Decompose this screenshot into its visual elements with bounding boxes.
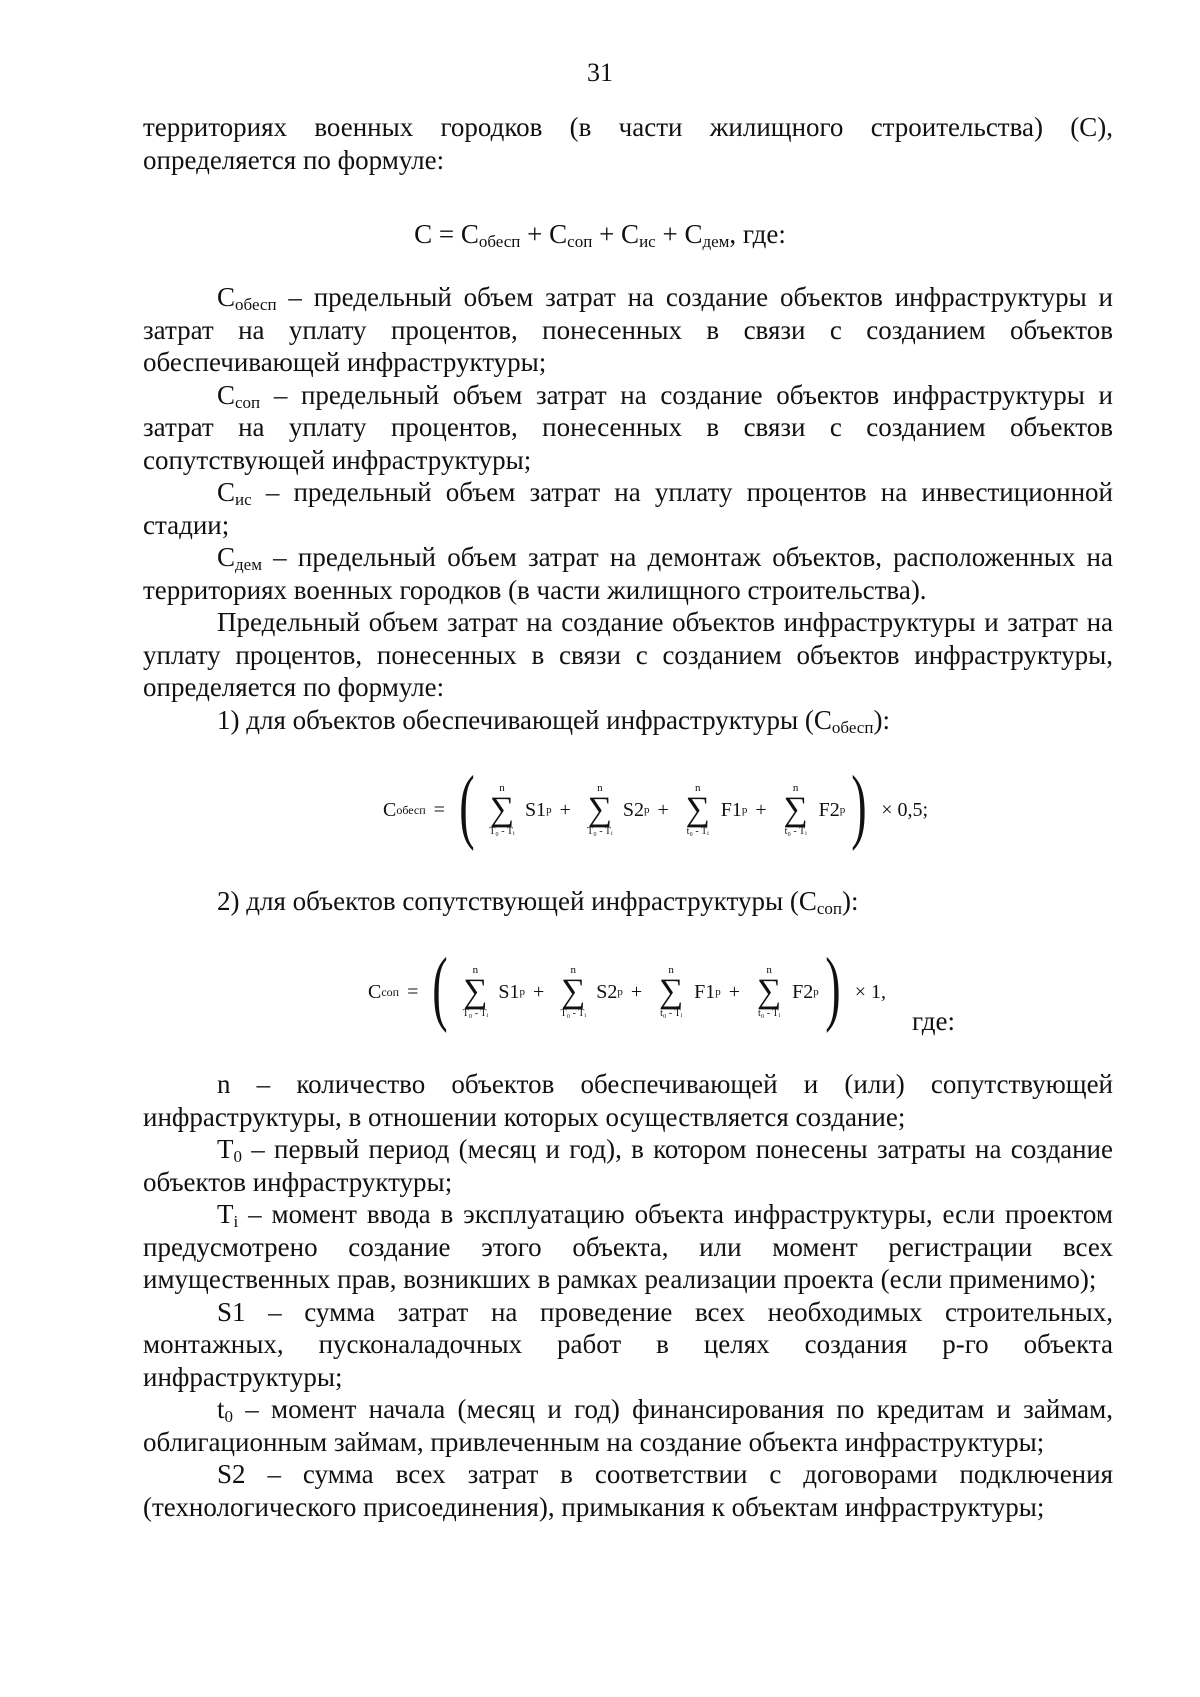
term-name: S1 [524, 798, 547, 821]
def-sub: дем [235, 555, 262, 574]
formula-op: + С [520, 219, 568, 249]
term-name: S2 [622, 798, 644, 821]
formula-1: С обесп = ( n ∑ T₀ - Tᵢ S1 p + n ∑ T₀ - Tᵢ S2 p + n ∑ t₀ - Tᵢ F1 p + n ∑ t₀ - Tᵢ F2 p ) × 0,5; [383, 759, 929, 852]
main-formula [0, 219, 1200, 250]
close-paren: ) [851, 759, 867, 852]
legend-symbol: t [217, 1394, 225, 1424]
legend-item [143, 1068, 1113, 1133]
legend-symbol: S1 [217, 1296, 246, 1327]
def-symbol: С [217, 477, 236, 507]
legend-text: – сумма всех затрат в соответствии с договорами подключения (технологического присоединения), примыкания к объектам инфраструктуры; [143, 1459, 1113, 1522]
legend-text: – сумма затрат на проведение всех необходимых строительных, монтажных, пусконаладочных работ в целях создания р-го объекта инфраструктуры; [143, 1296, 1113, 1392]
def-text: – предельный объем затрат на создание объектов инфраструктуры и затрат на уплату процентов, понесенных в связи с созданием объектов обеспечивающей инфраструктуры; [143, 282, 1113, 377]
def-symbol: С [217, 542, 236, 572]
sum-upper: n [695, 782, 701, 794]
formula-2: С соп = ( n ∑ T₀ - Tᵢ S1 p + n ∑ T₀ - Tᵢ S2 p + n ∑ t₀ - Tᵢ F1 p + n ∑ t₀ - Tᵢ F2 p ) × 1, [368, 941, 886, 1034]
term-name: F2 [818, 798, 840, 821]
legend-symbol: S2 [217, 1459, 246, 1489]
legend-sub: i [233, 1212, 239, 1231]
sum-lower: t₀ - Tᵢ [784, 826, 807, 837]
open-paren: ( [432, 941, 449, 1034]
legend-item [143, 1393, 1113, 1458]
plus-sign: + [657, 798, 669, 821]
item-sub: соп [816, 899, 843, 918]
formula-sub: соп [567, 232, 593, 251]
sum-sign [678, 782, 718, 838]
sum-upper: n [766, 964, 772, 976]
def-text: – предельный объем затрат на уплату процентов на инвестиционной стадии; [143, 477, 1113, 540]
multiplier: × 0,5; [881, 798, 929, 821]
legend-sub: 0 [233, 1147, 242, 1166]
sigma-glyph: ∑ [783, 791, 808, 828]
sum-upper: n [570, 964, 577, 976]
item-text: 1) для объектов обеспечивающей инфраструктуры (С [217, 704, 832, 735]
item-end: ): [842, 886, 859, 916]
where-label: где: [912, 1006, 955, 1036]
sigma-glyph: ∑ [685, 791, 710, 828]
definitions-block [143, 281, 1113, 736]
sum-upper: n [597, 782, 603, 794]
plus-sign: + [559, 798, 571, 821]
plus-sign: + [728, 980, 741, 1003]
formula-lhs: С [368, 980, 382, 1003]
equals-sign: = [433, 798, 445, 821]
plus-sign: + [532, 980, 545, 1003]
sum-upper: n [472, 964, 479, 976]
sum-sign [580, 782, 620, 838]
sum-sign [749, 964, 789, 1020]
definition-item [143, 541, 1113, 606]
sum-lower: t₀ - Tᵢ [686, 826, 709, 837]
plus-sign: + [630, 980, 643, 1003]
formula-sub: дем [702, 232, 730, 251]
legend-text: – момент начала (месяц и год) финансирования по кредитам и займам, облигационным займам, привлеченным на создание объекта инфраструктуры; [143, 1394, 1113, 1457]
sum-sign [651, 964, 691, 1020]
term-name: S2 [596, 980, 618, 1003]
close-paren: ) [824, 941, 841, 1034]
formula-lhs: С = С [414, 219, 479, 249]
formula-sub: обесп [478, 232, 521, 251]
sum-lower: t₀ - Tᵢ [660, 1008, 683, 1019]
item-end: ): [873, 704, 890, 735]
sum-lower: T₀ - Tᵢ [489, 826, 515, 837]
sum-upper: n [792, 782, 799, 794]
def-sub: обесп [235, 295, 277, 314]
item-2-heading [143, 885, 1113, 918]
formula-op: + С [655, 219, 703, 249]
def-symbol: С [217, 379, 236, 410]
intro-line-1: территориях военных городков (в части жилищного строительства) (С), [143, 112, 1113, 142]
formula-tail: , где: [729, 219, 786, 249]
sigma-glyph: ∑ [756, 973, 782, 1010]
term-name: F1 [720, 798, 742, 821]
sum-lower: T₀ - Tᵢ [587, 826, 613, 837]
plus-sign: + [755, 798, 767, 821]
legend-symbol: n [217, 1069, 231, 1099]
definition-item [143, 476, 1113, 541]
formula-lhs: С [383, 798, 397, 821]
sigma-glyph: ∑ [561, 973, 586, 1010]
legend-item [143, 1296, 1113, 1394]
legend-item [143, 1133, 1113, 1198]
legend-item [143, 1458, 1113, 1523]
sigma-glyph: ∑ [463, 973, 488, 1010]
legend-item [143, 1198, 1113, 1296]
sum-upper: n [499, 782, 505, 794]
sigma-glyph: ∑ [587, 791, 612, 828]
legend-symbol: T [217, 1134, 234, 1164]
item-1-heading [143, 704, 1113, 737]
sum-sign [776, 782, 816, 838]
term-name: F1 [694, 980, 716, 1003]
legend-text: – первый период (месяц и год), в котором понесены затраты на создание объектов инфраструктуры; [143, 1134, 1113, 1197]
sum-lower: t₀ - Tᵢ [757, 1008, 781, 1019]
legend-text: – момент ввода в эксплуатацию объекта инфраструктуры, если проектом предусмотрено создание этого объекта, или момент регистрации всех имущественных прав, возникших в рамках реализации проекта (если применимо); [143, 1199, 1113, 1294]
legend-block [143, 1068, 1113, 1523]
term-name: S1 [498, 980, 520, 1003]
def-text: – предельный объем затрат на демонтаж объектов, расположенных на территориях военных городков (в части жилищного строительства). [143, 542, 1113, 605]
definition-item [143, 281, 1113, 379]
intro-line-2: определяется по формуле: [143, 144, 445, 175]
intro-paragraph [143, 111, 1113, 176]
sum-lower: T₀ - Tᵢ [462, 1008, 489, 1019]
formula-op: + С [592, 219, 640, 249]
formula-sub: ис [639, 232, 656, 251]
multiplier: × 1, [854, 980, 886, 1003]
page-number: 31 [587, 58, 613, 87]
def-sub: ис [235, 490, 252, 509]
sum-sign [482, 782, 522, 838]
item-2-block [143, 885, 1113, 918]
term-name: F2 [792, 980, 814, 1003]
item-text: 2) для объектов сопутствующей инфраструктуры (С [217, 886, 817, 916]
legend-text: – количество объектов обеспечивающей и (или) сопутствующей инфраструктуры, в отношении которых осуществляется создание; [143, 1069, 1113, 1132]
item-sub: обесп [831, 717, 874, 737]
equals-sign: = [407, 980, 419, 1003]
limit-paragraph: Предельный объем затрат на создание объектов инфраструктуры и затрат на уплату процентов, понесенных в связи с созданием объектов инфраструктуры, определяется по формуле: [143, 607, 1113, 702]
sum-sign [553, 964, 593, 1020]
sigma-glyph: ∑ [489, 791, 515, 828]
def-symbol: С [217, 282, 236, 312]
sum-upper: n [668, 964, 674, 976]
legend-symbol: T [217, 1199, 234, 1229]
open-paren: ( [459, 759, 475, 852]
legend-sub: 0 [224, 1407, 234, 1426]
definition-item [143, 379, 1113, 477]
sigma-glyph: ∑ [659, 973, 684, 1010]
sum-lower: T₀ - Tᵢ [560, 1008, 587, 1019]
def-text: – предельный объем затрат на создание объектов инфраструктуры и затрат на уплату процентов, понесенных в связи с созданием объектов сопутствующей инфраструктуры; [143, 379, 1113, 475]
def-sub: соп [235, 392, 261, 412]
sum-sign [455, 964, 495, 1020]
